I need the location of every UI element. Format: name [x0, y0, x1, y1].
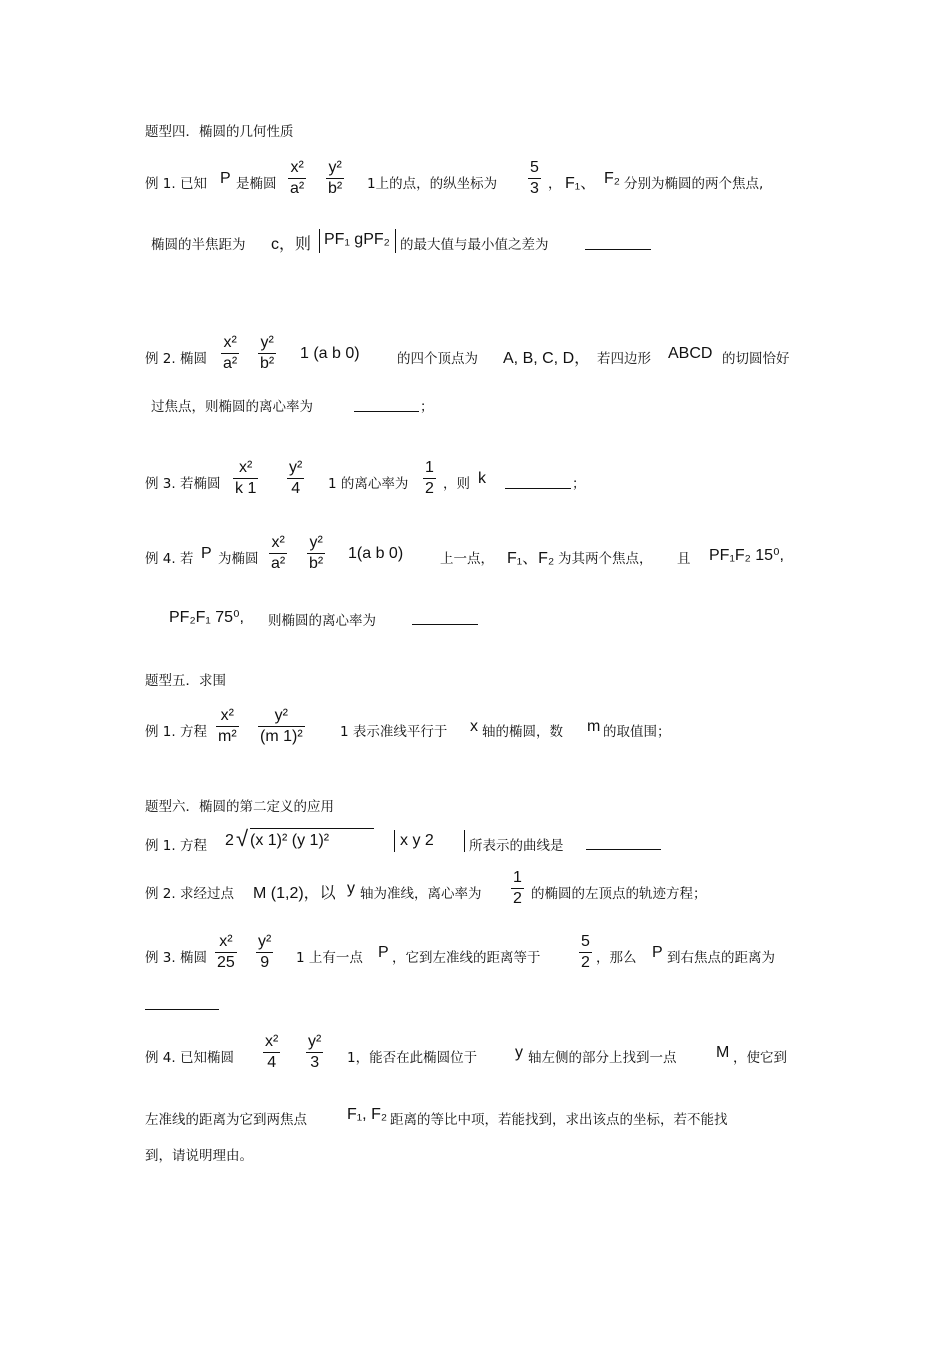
- text: 轴的椭圆，数: [482, 724, 563, 740]
- text: 1，能否在此椭圆位于: [347, 1050, 478, 1066]
- var-m: m: [587, 718, 601, 735]
- text: 所表示的曲线是: [469, 838, 564, 854]
- fraction-5-3: 5 3: [530, 159, 539, 197]
- fraction-x2-25: x² 25: [217, 933, 235, 971]
- condition: 1 (a b 0): [300, 345, 360, 362]
- abs-expression: PF₁ gPF₂: [324, 231, 390, 248]
- angle-1: PF₁F₂ 15⁰,: [709, 547, 784, 564]
- fraction-x2-a2: x² a²: [290, 159, 305, 197]
- text: ，使它到: [733, 1050, 787, 1066]
- focus-f2: F₂: [604, 170, 620, 187]
- text: 到右焦点的距离为: [667, 950, 775, 966]
- text: 为椭圆: [218, 551, 259, 567]
- vertices: A, B, C, D，: [503, 350, 591, 367]
- text: ，那么: [596, 950, 637, 966]
- answer-blank[interactable]: [586, 849, 661, 850]
- text: 且: [677, 551, 691, 567]
- fraction-y2-9: y² 9: [258, 933, 272, 971]
- fraction-y2-b2: y² b²: [328, 159, 343, 197]
- fraction-y2-b2: y² b²: [309, 534, 324, 572]
- answer-blank[interactable]: [505, 488, 571, 489]
- text: 的取值围；: [603, 724, 671, 740]
- section-4-title: 题型四．椭圆的几何性质: [145, 124, 294, 140]
- fraction-x2-4: x² 4: [265, 1033, 279, 1071]
- var-x: x: [470, 718, 478, 735]
- text: 的椭圆的左顶点的轨迹方程；: [531, 886, 707, 902]
- var-p: P: [220, 170, 231, 187]
- ex-label: 例 4. 已知椭圆: [145, 1050, 234, 1066]
- text: 分别为椭圆的两个焦点,: [624, 176, 764, 192]
- point-m: M (1,2)，以: [253, 885, 336, 902]
- text: 上一点，: [440, 551, 494, 567]
- ex-label: 例 2. 椭圆: [145, 351, 207, 367]
- fraction-x2-a2: x² a²: [223, 334, 238, 372]
- fraction-x2-m2: x² m²: [218, 707, 237, 745]
- text: 过焦点，则椭圆的离心率为: [151, 399, 313, 415]
- fraction-1-2: 1 2: [425, 459, 434, 497]
- section-5-title: 题型五．求围: [145, 673, 226, 689]
- condition: 1(a b 0): [348, 545, 404, 562]
- coef-2: 2: [225, 832, 234, 849]
- text: 椭圆的半焦距为: [151, 237, 246, 253]
- text: 的最大值与最小值之差为: [400, 237, 549, 253]
- fraction-x2-a2: x² a²: [271, 534, 286, 572]
- fraction-y2-4: y² 4: [289, 459, 303, 497]
- text: 若四边形: [597, 351, 651, 367]
- text: 1 的离心率为: [328, 476, 409, 492]
- document-page: 题型四．椭圆的几何性质 例 1. 已知 P 是椭圆 x² a² y² b² 1上的点，的纵坐标为 5 3 ， F₁、 F₂ 分别为椭圆的两个焦点, 椭圆的半焦距为 c，则 PF₁ gPF₂ 的最大值与最小值之差为 例 2. 椭圆 x² a² y² b² 1 (a b 0) 的四个顶点为 A, B, C, D， 若四边形 ABCD 的切圆恰好 过焦点，则椭圆的离心率为 ； 例 3. 若椭圆 x² k 1 y² 4 1 的离心率为 1 2 ，则 k ； 例 4. 若 P 为椭圆 x² a² y² b² 1(a b 0) 上一点， F₁、F₂ 为其两个焦点， 且 PF₁F₂ 15⁰, PF₂F₁ 75⁰, 则椭圆的离心率为 题型五．求围 例 1. 方程 x² m² y² (m 1)² 1 表示准线平行于 x 轴的椭圆，数 m 的取值围； 题型六．椭圆的第二定义的应用 例 1. 方程 2 √ (x 1)² (y 1)² x y 2 所表示的曲线是 例 2. 求经过点 M (1,2)，以 y 轴为准线，离心率为 1 2 的椭圆的左顶点的轨迹方程； 例 3. 椭圆 x² 25 y² 9 1 上有一点 P ，它到左准线的距离等于 5 2 ，那么 P 到右焦点的距离为 例 4. 已知椭圆 x² 4 y² 3 1，能否在此椭圆位于 y 轴左侧的部分上找到一点 M ，使它到 左准线的距离为它到两焦点 F₁, F₂ 距离的等比中项，若能找到，求出该点的坐标，若不能找 到，请说明理由。: [0, 0, 950, 1345]
- text: 1 表示准线平行于: [340, 724, 448, 740]
- ex-label: 例 4. 若: [145, 551, 194, 567]
- var-y: y: [515, 1044, 523, 1061]
- sqrt-sign: √: [236, 826, 249, 851]
- var-c: c，则: [271, 236, 312, 253]
- angle-2: PF₂F₁ 75⁰,: [169, 609, 244, 626]
- text: 到，请说明理由。: [145, 1148, 253, 1164]
- var-p: P: [652, 944, 663, 961]
- foci: F₁、F₂: [507, 550, 555, 567]
- focus-f1: F₁、: [565, 175, 597, 192]
- text: 为其两个焦点，: [558, 551, 653, 567]
- ex-label: 例 3. 若椭圆: [145, 476, 221, 492]
- answer-blank[interactable]: [145, 1009, 219, 1010]
- text: 是椭圆: [236, 176, 277, 192]
- abs-expression: x y 2: [400, 832, 434, 849]
- text: 1上的点，的纵坐标为: [367, 176, 498, 192]
- section-6-title: 题型六．椭圆的第二定义的应用: [145, 799, 334, 815]
- ex-label: 例 1. 方程: [145, 724, 207, 740]
- quad-abcd: ABCD: [668, 345, 713, 362]
- fraction-x2-k1: x² k 1: [235, 459, 257, 497]
- radicand: (x 1)² (y 1)²: [250, 832, 330, 849]
- text: 距离的等比中项，若能找到，求出该点的坐标，若不能找: [390, 1112, 728, 1128]
- fraction-5-2: 5 2: [581, 933, 590, 971]
- text: 1 上有一点: [296, 950, 363, 966]
- answer-blank[interactable]: [354, 411, 419, 412]
- answer-blank[interactable]: [585, 249, 651, 250]
- ex-label: 例 2. 求经过点: [145, 886, 234, 902]
- text: 轴左侧的部分上找到一点: [528, 1050, 677, 1066]
- answer-blank[interactable]: [412, 624, 478, 625]
- text: 的切圆恰好: [722, 351, 790, 367]
- var-y: y: [347, 880, 355, 897]
- point-m: M: [716, 1044, 730, 1061]
- fraction-y2-b2: y² b²: [260, 334, 275, 372]
- var-k: k: [478, 470, 486, 487]
- ex-label: 例 1. 方程: [145, 838, 207, 854]
- ex-label: 例 1. 已知: [145, 176, 207, 192]
- var-p: P: [378, 944, 389, 961]
- text: ，则: [443, 476, 470, 492]
- var-p: P: [201, 545, 212, 562]
- fraction-1-2: 1 2: [513, 869, 522, 907]
- fraction-y2-3: y² 3: [308, 1033, 322, 1071]
- text: ，它到左准线的距离等于: [392, 950, 541, 966]
- text: 的四个顶点为: [397, 351, 478, 367]
- text: 则椭圆的离心率为: [268, 613, 376, 629]
- text: 轴为准线，离心率为: [360, 886, 482, 902]
- fraction-y2-m1: y² (m 1)²: [260, 707, 303, 745]
- text: 左准线的距离为它到两焦点: [145, 1112, 307, 1128]
- ex-label: 例 3. 椭圆: [145, 950, 207, 966]
- foci: F₁, F₂: [347, 1106, 388, 1123]
